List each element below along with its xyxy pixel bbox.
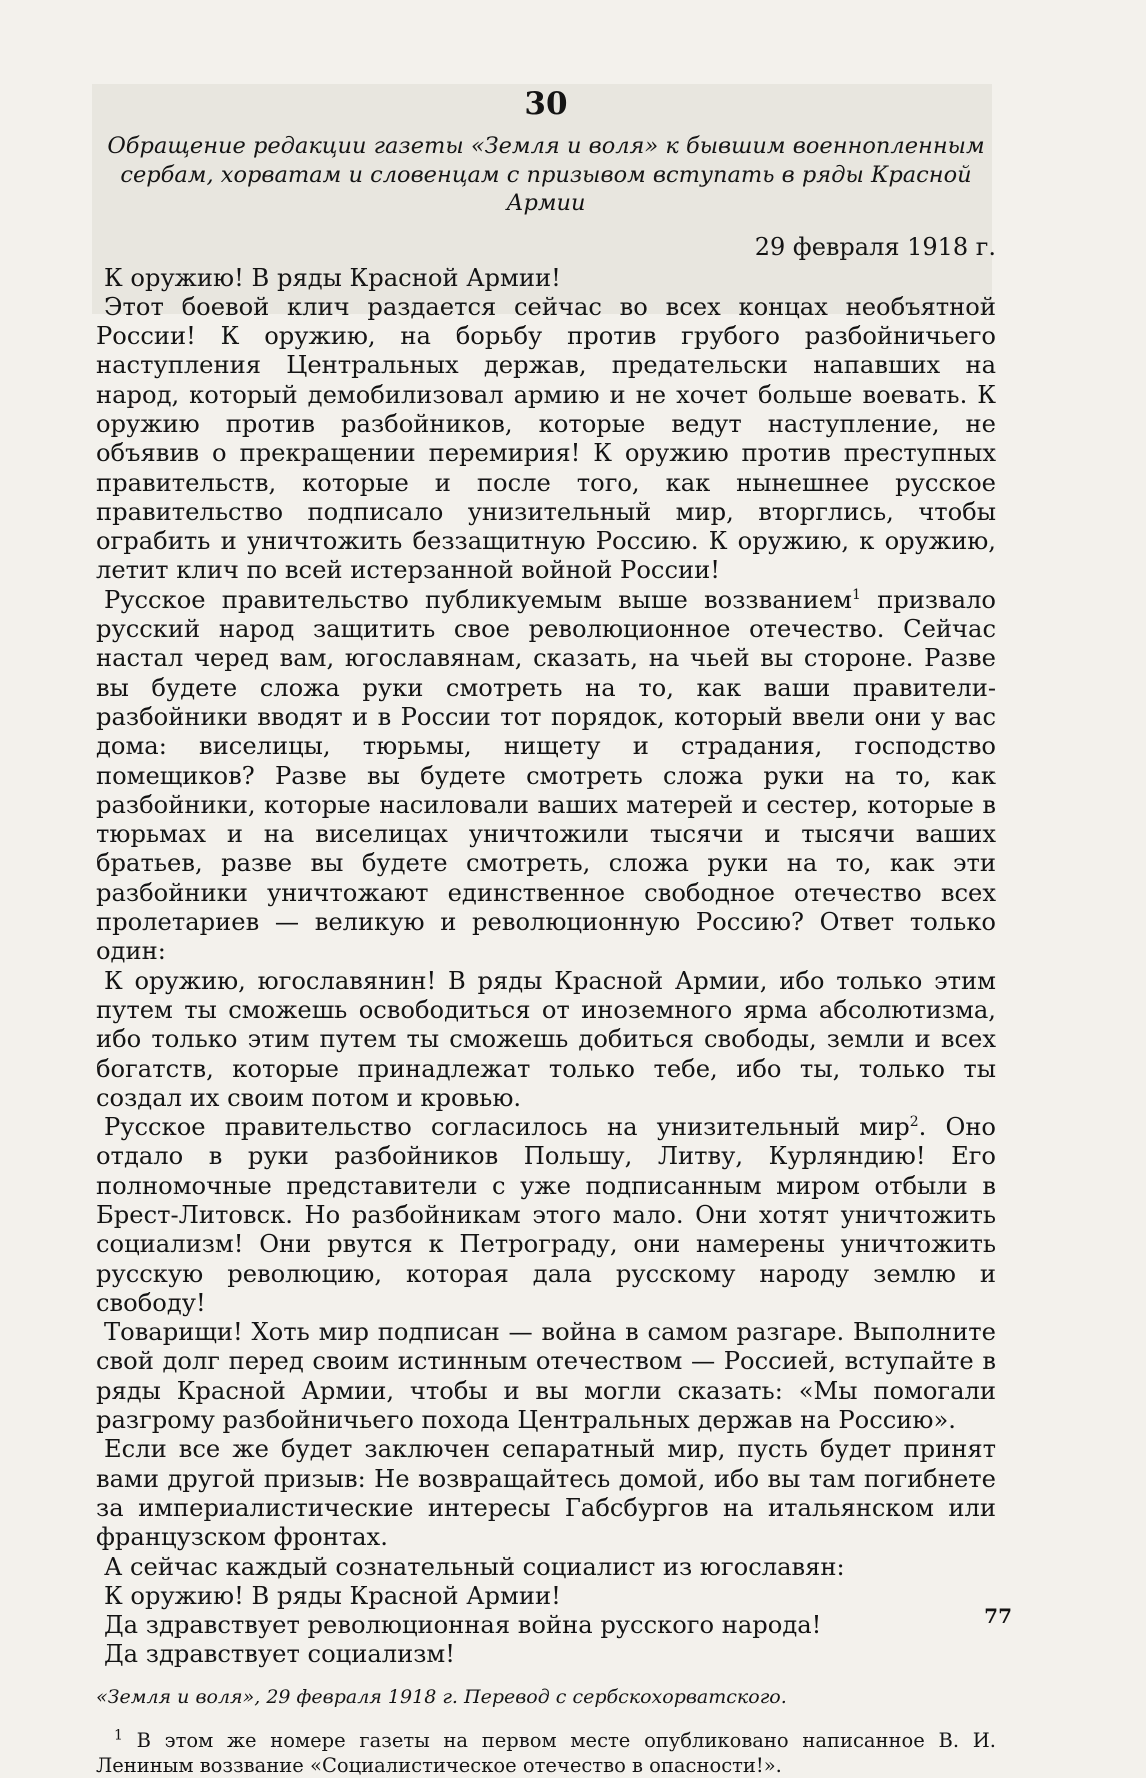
paragraph-5-text: . Оно отдало в руки разбойников Польшу, Литву, Курляндию! Его полномочные представители с уже подписанным миром отбыли в Брест-Литовск. Но разбойникам этого мало. Они хотят уничтожить социализм! Они рвутся к Петрограду, они намерены уничтожить русскую революцию, которая дала русскому народу землю и свободу! [96, 1113, 996, 1317]
paragraph-6: Товарищи! Хоть мир подписан — война в самом разгаре. Выполните свой долг перед своим истинным отечеством — Россией, вступайте в ряды Красной Армии, чтобы и вы могли сказать: «Мы помогали разгрому разбойничьего похода Центральных держав на Россию». [96, 1318, 996, 1435]
paragraph-11: Да здравствует социализм! [104, 1640, 455, 1669]
footnote-ref-1: 1 [852, 586, 861, 603]
paragraph-3 [96, 586, 996, 967]
paragraph-10: Да здравствует революционная война русского народа! [104, 1611, 822, 1640]
footnote-1 [96, 1728, 996, 1778]
paragraph-8: А сейчас каждый сознательный социалист из югославян: [104, 1552, 845, 1581]
document-date: 29 февраля 1918 г. [754, 232, 996, 261]
footnote-ref-2: 2 [909, 1114, 919, 1131]
paragraph-5 [96, 1113, 996, 1318]
paragraph-5-lead: Русское правительство согласилось на унизительный мир [104, 1113, 910, 1142]
paragraph-3-text: призвало русский народ защитить свое революционное отечество. Сейчас настал черед вам, югославянам, сказать, на чьей вы стороне. Разве вы будете сложа руки смотреть на то, как ваши правители-разбойники вводят и в России тот порядок, который ввели они у вас дома: виселицы, тюрьмы, нищету и страдания, господство помещиков? Разве вы будете смотреть сложа руки на то, как разбойники, которые насиловали ваших матерей и сестер, которые в тюрьмах и на виселицах уничтожили тысячи и тысячи ваших братьев, разве вы будете смотреть, сложа руки на то, как эти разбойники уничтожают единственное свободное отечество всех пролетариев — великую и революционную Россию? Ответ только один: [96, 585, 996, 966]
document-number: 30 [524, 86, 568, 122]
paragraph-4: К оружию, югославянин! В ряды Красной Армии, ибо только этим путем ты сможешь освободиться от иноземного ярма абсолютизма, ибо только этим путем ты сможешь добиться свободы, земли и всех богатств, которые принадлежат только тебе, ибо ты, только ты создал их своим потом и кровью. [96, 966, 996, 1112]
paragraph-2: Этот боевой клич раздается сейчас во всех концах необъятной России! К оружию, на борьбу против грубого разбойничьего наступления Центральных держав, предательски напавших на народ, который демобилизовал армию и не хочет больше воевать. К оружию против разбойников, которые ведут наступление, не объявив о прекращении перемирия! К оружию против преступных правительств, которые и после того, как нынешнее русское правительство подписало унизительный мир, вторглись, чтобы ограбить и уничтожить беззащитную Россию. К оружию, к оружию, летит клич по всей истерзанной войной России! [96, 292, 996, 585]
document-body [96, 264, 996, 1670]
document-content [96, 82, 996, 1778]
paragraph-3-lead: Русское правительство публикуемым выше воззванием [104, 585, 852, 614]
source-citation: «Земля и воля», 29 февраля 1918 г. Перевод с сербскохорватского. [96, 1685, 787, 1708]
paragraph-7: Если все же будет заключен сепаратный мир, пусть будет принят вами другой призыв: Не возвращайтесь домой, ибо вы там погибнете за империалистические интересы Габсбургов на итальянском или французском фронтах. [96, 1435, 996, 1552]
document-title: Обращение редакции газеты «Земля и воля» к бывшим военнопленным сербам, хорватам и словенцам с призывом вступать в ряды Красной Армии [107, 133, 985, 216]
paragraph-1: К оружию! В ряды Красной Армии! [104, 263, 561, 292]
paragraph-9: К оружию! В ряды Красной Армии! [104, 1581, 561, 1610]
footnote-text: В этом же номере газеты на первом месте опубликовано написанное В. И. Лениным воззвание «Социалистическое отечество в опасности!». [96, 1728, 996, 1777]
footnote-mark: 1 [114, 1727, 123, 1744]
page-number: 77 [984, 1604, 1012, 1628]
